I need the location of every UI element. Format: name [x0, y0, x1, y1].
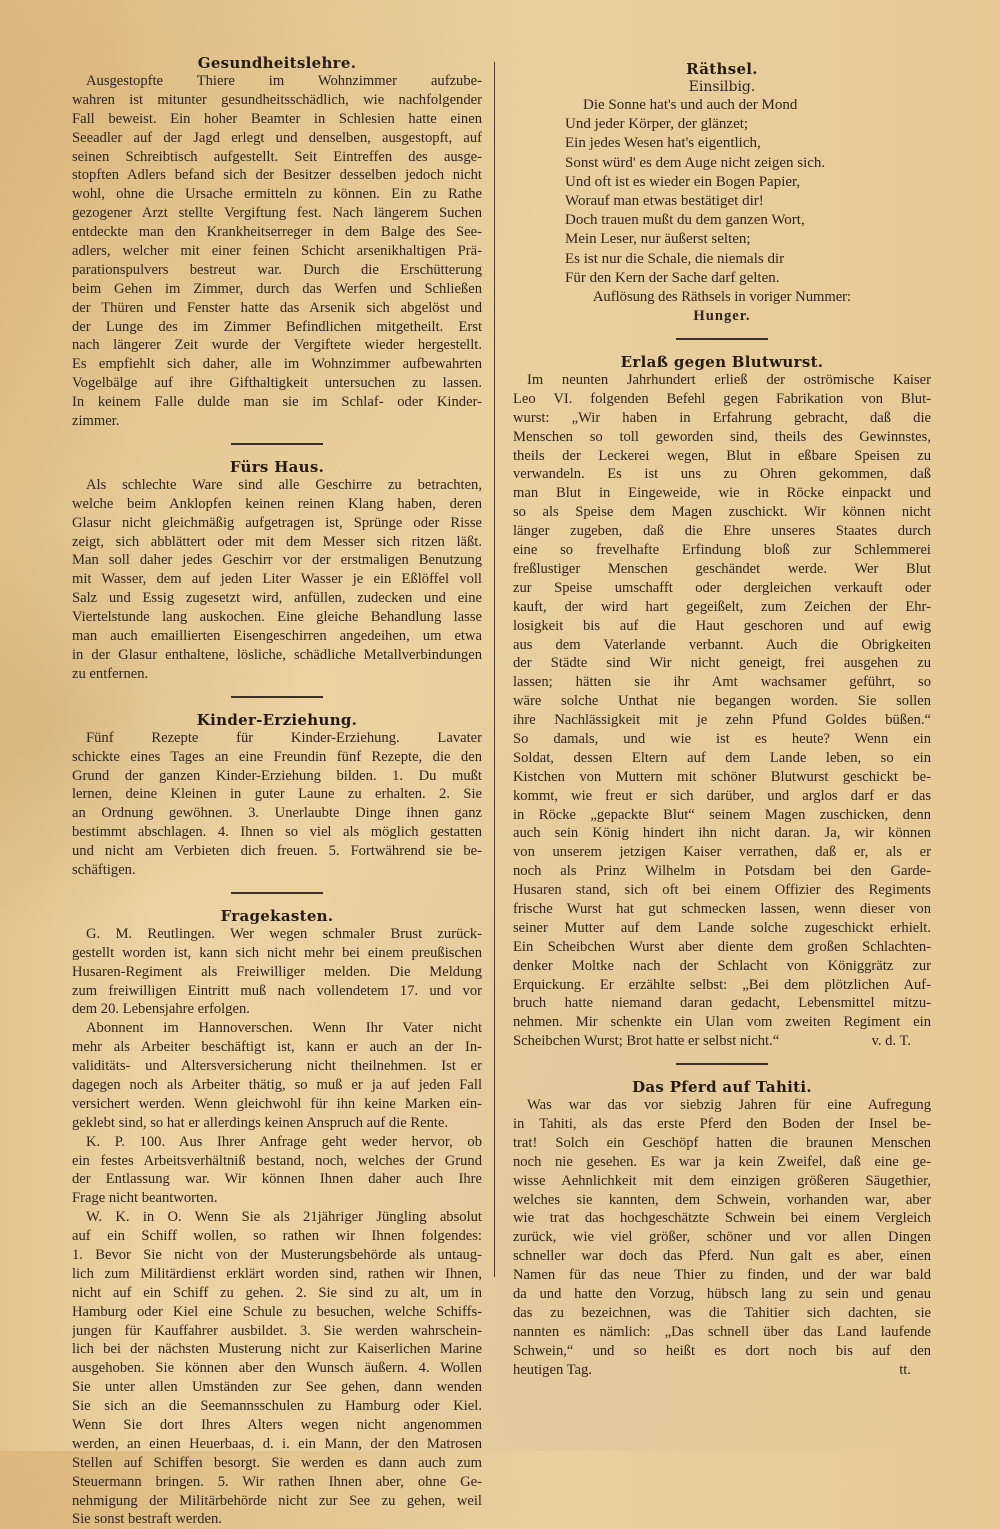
text-line: der Thüren und Fenster hatte das Arsenik sich abgelöst und — [72, 299, 482, 316]
text-line: Man soll daher jedes Geschirr vor der erstmaligen Benutzung — [72, 552, 482, 569]
text-line: lich bei der nächsten Musterung nicht zur Kaiserlichen Marine — [72, 1341, 482, 1358]
text-line: So damals, und wie ist es heute? Wenn ein — [513, 730, 931, 747]
text-line: validitäts- und Altersversicherung nicht theilnehmen. Ist er — [72, 1058, 482, 1075]
author-signature: v. d. T. — [871, 1033, 911, 1050]
text-line: Husaren stand, sich oft bei einem Offizier des Regiments — [513, 882, 931, 899]
article-body — [72, 476, 482, 684]
text-line: welche beim Anklopfen keinen reinen Klang haben, deren — [72, 495, 482, 512]
text-line: dagegen noch als Arbeiter thätig, so muß er ja auf jeden Fall — [72, 1076, 482, 1093]
article-title: Das Pferd auf Tahiti. — [632, 1078, 812, 1097]
riddle-solution: Hunger. — [693, 308, 751, 325]
text-line: K. P. 100. Aus Ihrer Anfrage geht weder hervor, ob — [86, 1133, 482, 1150]
text-line: man auch emaillierten Eisengeschirren angedeihen, um etwa — [72, 628, 482, 645]
text-line: Soldat, dessen Eltern auf dem Lande leben, so ein — [513, 749, 931, 766]
text-line: Ausgestopfte Thiere im Wohnzimmer aufzube- — [86, 73, 482, 89]
text-line: auf ein Schiff wollen, so rathen wir Ihnen folgendes: — [72, 1228, 482, 1245]
article-title: Räthsel. — [686, 60, 758, 78]
text-line: aus dem Vaterlande verbannt. Auch die Obrigkeiten — [513, 636, 931, 653]
text-line: Es empfiehlt sich daher, alle im Wohnzimmer aufbewahrten — [72, 356, 482, 373]
text-line: Frage nicht beantworten. — [72, 1190, 218, 1207]
text-line: Vogelbälge auf ihre Gifthaltigkeit untersuchen zu lassen. — [72, 375, 482, 392]
text-line: gestellt worden ist, kann sich nicht mehr bei einem preußischen — [72, 944, 482, 961]
text-line: Viertelstunde lang auskochen. Eine gleiche Behandlung lasse — [72, 609, 482, 626]
text-line: zum freiwilligen Eintritt muß nach vollendetem 17. und vor — [72, 982, 482, 999]
text-line: Fall beweist. Ein hoher Beamter in Schlesien hatte einen — [72, 110, 482, 127]
text-line: seinen Schreibtisch aufgestellt. Seit Eintreffen des ausge- — [72, 148, 482, 165]
text-line: Husaren-Regiment als Freiwilliger melden. Die Meldung — [72, 963, 482, 980]
text-line: Namen für das neue Thier zu finden, und der war bald — [513, 1267, 931, 1284]
poem-line: Für den Kern der Sache darf gelten. — [565, 269, 780, 286]
text-line: kommt, wie freut er sich darüber, und arglos darf er das — [513, 787, 931, 804]
text-line: Fünf Rezepte für Kinder-Erziehung. Lavater — [86, 729, 482, 746]
text-line: Stellen auf Schiffen besorgt. Sie werden es dann auch zum — [72, 1454, 482, 1471]
text-line: freßlustiger Menschen geschändet werde. Wer Blut — [513, 560, 931, 577]
article-title: Erlaß gegen Blutwurst. — [620, 353, 824, 372]
article-title: Fragekasten. — [220, 906, 334, 925]
section-divider — [676, 1063, 768, 1065]
text-line: Schwein,“ und so heißt es dort noch bis auf den — [513, 1342, 931, 1359]
text-line: versichert werden. Wenn gleichwohl für ihn keine Marken ein- — [72, 1095, 482, 1112]
text-line: Erquickung. Er erzählte selbst: „Bei dem plötzlichen Auf- — [513, 976, 931, 993]
text-line: in Tahiti, als das erste Pferd den Boden der Insel be- — [513, 1115, 931, 1132]
text-line: dem 20. Lebensjahre erfolgen. — [72, 1001, 250, 1018]
text-line: entdeckte man den Krankheitserreger in dem Balge des See- — [72, 224, 482, 241]
text-line: wohl, ohne die Ursache ermitteln zu können. Ein zu Rathe — [72, 186, 482, 203]
text-line: Leo VI. folgenden Befehl gegen Fabrikation von Blut- — [513, 390, 931, 407]
text-line: an Ordnung gewöhnen. 3. Unerlaubte Dinge ihnen ganz — [72, 805, 482, 822]
article-title: Gesundheitslehre. — [197, 54, 357, 72]
text-line: eine so frevelhafte Erfindung bloß zur Schlemmerei — [513, 542, 931, 559]
column-divider — [494, 62, 495, 1277]
text-line: Scheibchen Wurst; Brot hatte er selbst nicht.“ — [513, 1033, 780, 1050]
text-line: Salz und Essig zugesetzt wird, anfüllen, zudecken und eine — [72, 590, 482, 607]
poem-line: Sonst würd' es dem Auge nicht zeigen sich. — [565, 154, 826, 171]
text-line: länger zugeben, daß die Ehre unseres Staates durch — [513, 523, 931, 540]
text-line: geklebt sind, so hat er allerdings keinen Anspruch auf die Rente. — [72, 1114, 449, 1131]
article-kinder-erziehung — [72, 711, 482, 880]
text-line: Sie unter allen Umständen zur See gehen, dann wenden — [72, 1379, 482, 1396]
text-line: wäre solche Unthat nie begangen worden. Sie sollen — [513, 693, 931, 710]
text-line: seiner Mutter auf dem Lande solche zugeschickt erhielt. — [513, 919, 931, 936]
section-divider — [676, 338, 768, 340]
poem-line: Mein Leser, nur äußerst selten; — [565, 231, 751, 248]
right-column — [513, 52, 931, 1379]
article-fuers-haus — [72, 458, 482, 684]
text-line: so als Speise dem Magen zuschickt. Wir können nicht — [513, 504, 931, 521]
article-raethsel — [513, 60, 931, 326]
text-line: man Blut in Eingeweide, wie in Röcke einpackt und — [513, 485, 931, 502]
text-line: von unserem jetzigen Kaiser verrathen, daß er, als er — [513, 844, 931, 861]
text-line: welches sie kannten, dem Schwein, vorhanden war, aber — [513, 1191, 931, 1208]
text-line: mit Wasser, dem auf jeden Liter Wasser je ein Eßlöffel voll — [72, 571, 482, 588]
text-line: mehr als Arbeiter beschäftigt ist, kann er auch an der In- — [72, 1039, 482, 1056]
text-line: in der Glasur enthaltene, lösliche, schädliche Metallverbindungen — [72, 646, 482, 663]
text-line: G. M. Reutlingen. Wer wegen schmaler Brust zurück- — [86, 925, 482, 942]
article-body — [72, 729, 482, 880]
text-line: schickte eines Tages an eine Freundin fünf Rezepte, die den — [72, 748, 482, 765]
article-body — [513, 1096, 931, 1379]
author-signature: tt. — [899, 1361, 911, 1378]
text-line: beim Gehen im Zimmer, durch das Werfen und Schließen — [72, 280, 482, 297]
text-line: nehmen. Mir schenkte ein Ulan vom zweiten Regiment ein — [513, 1014, 931, 1031]
text-line: stopften Adlers befand sich der Besitzer desselben jedoch nicht — [72, 167, 482, 184]
riddle-solution-label: Auflösung des Räthsels in voriger Nummer: — [592, 289, 852, 306]
text-line: wisse Aehnlichkeit mit dem einzigen größeren Säugethier, — [513, 1172, 931, 1189]
left-column — [72, 52, 482, 1529]
text-line: parationspulvers bestreut war. Durch die Erschütterung — [72, 261, 482, 278]
text-line: losigkeit bis auf die Haut geschoren und auf ewig — [513, 617, 931, 634]
text-line: noch als Prinz Wilhelm in Potsdam bei den Garde- — [513, 863, 931, 880]
text-line: Sie sich an die Seemannsschulen zu Hamburg oder Kiel. — [72, 1398, 482, 1415]
text-line: ihre Nachlässigkeit mit je zehn Pfund Goldes büßen.“ — [513, 712, 931, 729]
text-line-with-signature — [513, 1032, 931, 1051]
text-line: noch nie gesehen. Es war ja kein Zweifel, daß eine ge- — [513, 1153, 931, 1170]
text-line: auch sein König hindert ihn nicht daran. Ja, wir können — [513, 825, 931, 842]
text-line: Als schlechte Ware sind alle Geschirre zu betrachten, — [86, 476, 482, 493]
text-line: in Röcke „gepackte Blut“ seinem Magen zuschicken, denn — [513, 806, 931, 823]
text-line: schäftigen. — [72, 861, 136, 878]
poem-line: Und jeder Körper, der glänzet; — [565, 116, 749, 133]
text-line: der Städte sind Wir nicht geneigt, frei ausgehen zu — [513, 655, 931, 672]
text-line: zu entfernen. — [72, 665, 149, 682]
text-line: denker Moltke nach der Schlacht von Königgrätz zur — [513, 957, 931, 974]
text-line: Grund der ganzen Kinder-Erziehung bilden. 1. Du mußt — [72, 767, 482, 784]
text-line: W. K. in O. Wenn Sie als 21jähriger Jüngling absolut — [86, 1209, 482, 1226]
text-line: ausgehoben. Sie können aber den Wunsch äußern. 4. Wollen — [72, 1360, 482, 1377]
text-line: Steuermann bringen. 5. Wir rathen Ihnen aber, ohne Ge- — [72, 1473, 482, 1490]
text-line: nehmigung der Militärbehörde nicht zur See zu gehen, weil — [72, 1492, 482, 1509]
text-line: jungen für Kauffahrer ausbildet. 3. Sie werden wahrschein- — [72, 1322, 482, 1339]
poem-line: Die Sonne hat's und auch der Mond — [583, 97, 798, 113]
text-line: Was war das vor siebzig Jahren für eine Aufregung — [527, 1097, 931, 1114]
text-line-with-signature — [513, 1361, 931, 1380]
article-body — [72, 925, 482, 1529]
text-line: und nicht am Verbieten dich freuen. 5. Fortwährend sie be- — [72, 843, 482, 860]
article-fragekasten — [72, 907, 482, 1529]
text-line: kauft, der wird hart gegeißelt, zum Zeichen der Ehr- — [513, 598, 931, 615]
poem-line: Und oft ist es wieder ein Bogen Papier, — [565, 173, 801, 190]
text-line: Wenn Sie dort Ihres Alters wegen nicht angenommen — [72, 1417, 482, 1433]
article-title: Fürs Haus. — [229, 457, 325, 476]
text-line: das zu bezeichnen, was die Tahitier sich dachten, sie — [513, 1304, 931, 1321]
section-divider — [231, 892, 323, 894]
text-line: bestimmt abschlagen. 4. Ihnen so viel als möglich gestatten — [72, 824, 482, 841]
article-pferd-tahiti — [513, 1078, 931, 1379]
riddle-subtitle: Einsilbig. — [688, 79, 756, 95]
article-body — [513, 371, 931, 1051]
article-blutwurst — [513, 353, 931, 1051]
text-line: zur Speise umschafft oder dergleichen verkauft oder — [513, 579, 931, 596]
text-line: werden, an einen Heuerbaas, d. i. ein Mann, der den Matrosen — [72, 1435, 482, 1452]
text-line: lassen; hätten sie ihr Amt wachsamer geführt, so — [513, 674, 931, 691]
text-line: Kistchen von Muttern mit schöner Blutwurst geschickt be- — [513, 768, 931, 785]
section-divider — [231, 443, 323, 445]
article-title: Kinder-Erziehung. — [196, 710, 358, 729]
text-line: theils der Leckerei wegen, Blut in eßbare Speisen zu — [513, 447, 931, 464]
text-line: Glasur nicht gleichmäßig aufgetragen ist, Sprünge oder Risse — [72, 514, 482, 531]
text-line: In keinem Falle dulde man sie im Schlaf- oder Kinder- — [72, 394, 482, 411]
riddle-poem — [513, 96, 931, 288]
text-line: Sie sonst bestraft werden. — [72, 1511, 222, 1528]
text-line: Im neunten Jahrhundert erließ der oströmische Kaiser — [527, 372, 931, 389]
text-line: lich zum Militärdienst erklärt worden sind, rathen wir Ihnen, — [72, 1265, 482, 1282]
text-line: Menschen so toll geworden sind, theils des Gewinnstes, — [513, 428, 931, 445]
text-line: ein festes Arbeitsverhältniß bestand, noch, welches der Grund — [72, 1152, 482, 1169]
text-line: der Lunge des im Zimmer Befindlichen mitgetheilt. Erst — [72, 318, 482, 335]
text-line: wahren ist mitunter gesundheitsschädlich, wie nachfolgender — [72, 91, 482, 108]
text-line: wie trat das hochgeschätzte Schwein bei einem Vergleich — [513, 1210, 931, 1227]
text-line: zurück, wie viel größer, schöner und vor allen Dingen — [513, 1229, 931, 1246]
poem-line: Worauf man etwas bestätiget dir! — [565, 193, 764, 210]
text-line: der Entlassung war. Wir können Ihnen daher auch Ihre — [72, 1171, 482, 1188]
text-line: Abonnent im Hannoverschen. Wenn Ihr Vater nicht — [86, 1020, 482, 1037]
text-line: lernen, deine Kleinen in guter Laune zu erhalten. 2. Sie — [72, 786, 482, 803]
text-line: heutigen Tag. — [513, 1361, 592, 1378]
text-line: gezogener Arzt stellte Vergiftung fest. Nach längerem Suchen — [72, 205, 482, 222]
article-body — [72, 72, 482, 431]
text-line: trat! Solch ein Geschöpf hatten die braunen Menschen — [513, 1134, 931, 1151]
section-divider — [231, 696, 323, 698]
poem-line: Doch trauen mußt du dem ganzen Wort, — [565, 212, 805, 229]
text-line: Seeadler auf der Jagd erlegt und denselben, ausgestopft, auf — [72, 129, 482, 146]
text-line: nach längerer Zeit wurde der Vergiftete wieder hergestellt. — [72, 337, 482, 354]
text-line: da und hatte den Vorzug, hübsch lang zu sein und genau — [513, 1286, 931, 1302]
text-line: Hamburg oder Kiel eine Schule zu besuchen, welche Schiffs- — [72, 1303, 482, 1320]
text-line: nannten es nämlich: „Das schnell über das Land laufende — [513, 1323, 931, 1340]
text-line: zeigt, sich abblättert oder mit dem Messer sich ritzen läßt. — [72, 533, 482, 550]
text-line: Ein Scheibchen Wurst aber diente dem großen Schlachten- — [513, 938, 931, 955]
text-line: schneller war doch das Pferd. Nun galt es aber, einen — [513, 1248, 931, 1265]
text-line: zimmer. — [72, 413, 120, 430]
text-line: wurst: „Wir haben in Erfahrung gebracht, daß die — [513, 409, 931, 426]
text-line: frische Wurst hat gut schmecken lassen, wenn dieser von — [513, 900, 931, 917]
text-line: bruch hatte niemand daran gedacht, Lebensmittel mitzu- — [513, 995, 931, 1012]
text-line: adlers, welcher mit einer feinen Schicht arsenikhaltigen Prä- — [72, 243, 482, 260]
text-line: nicht auf ein Schiff zu gehen. 2. Sie sind zu alt, um in — [72, 1284, 482, 1301]
text-line: 1. Bevor Sie nicht von der Musterungsbehörde als untaug- — [72, 1246, 482, 1263]
text-line: verwandeln. Es ist uns zu Ohren gekommen, daß — [513, 466, 931, 483]
article-gesundheitslehre — [72, 54, 482, 431]
poem-line: Ein jedes Wesen hat's eigentlich, — [565, 135, 761, 152]
poem-line: Es ist nur die Schale, die niemals dir — [565, 250, 785, 267]
